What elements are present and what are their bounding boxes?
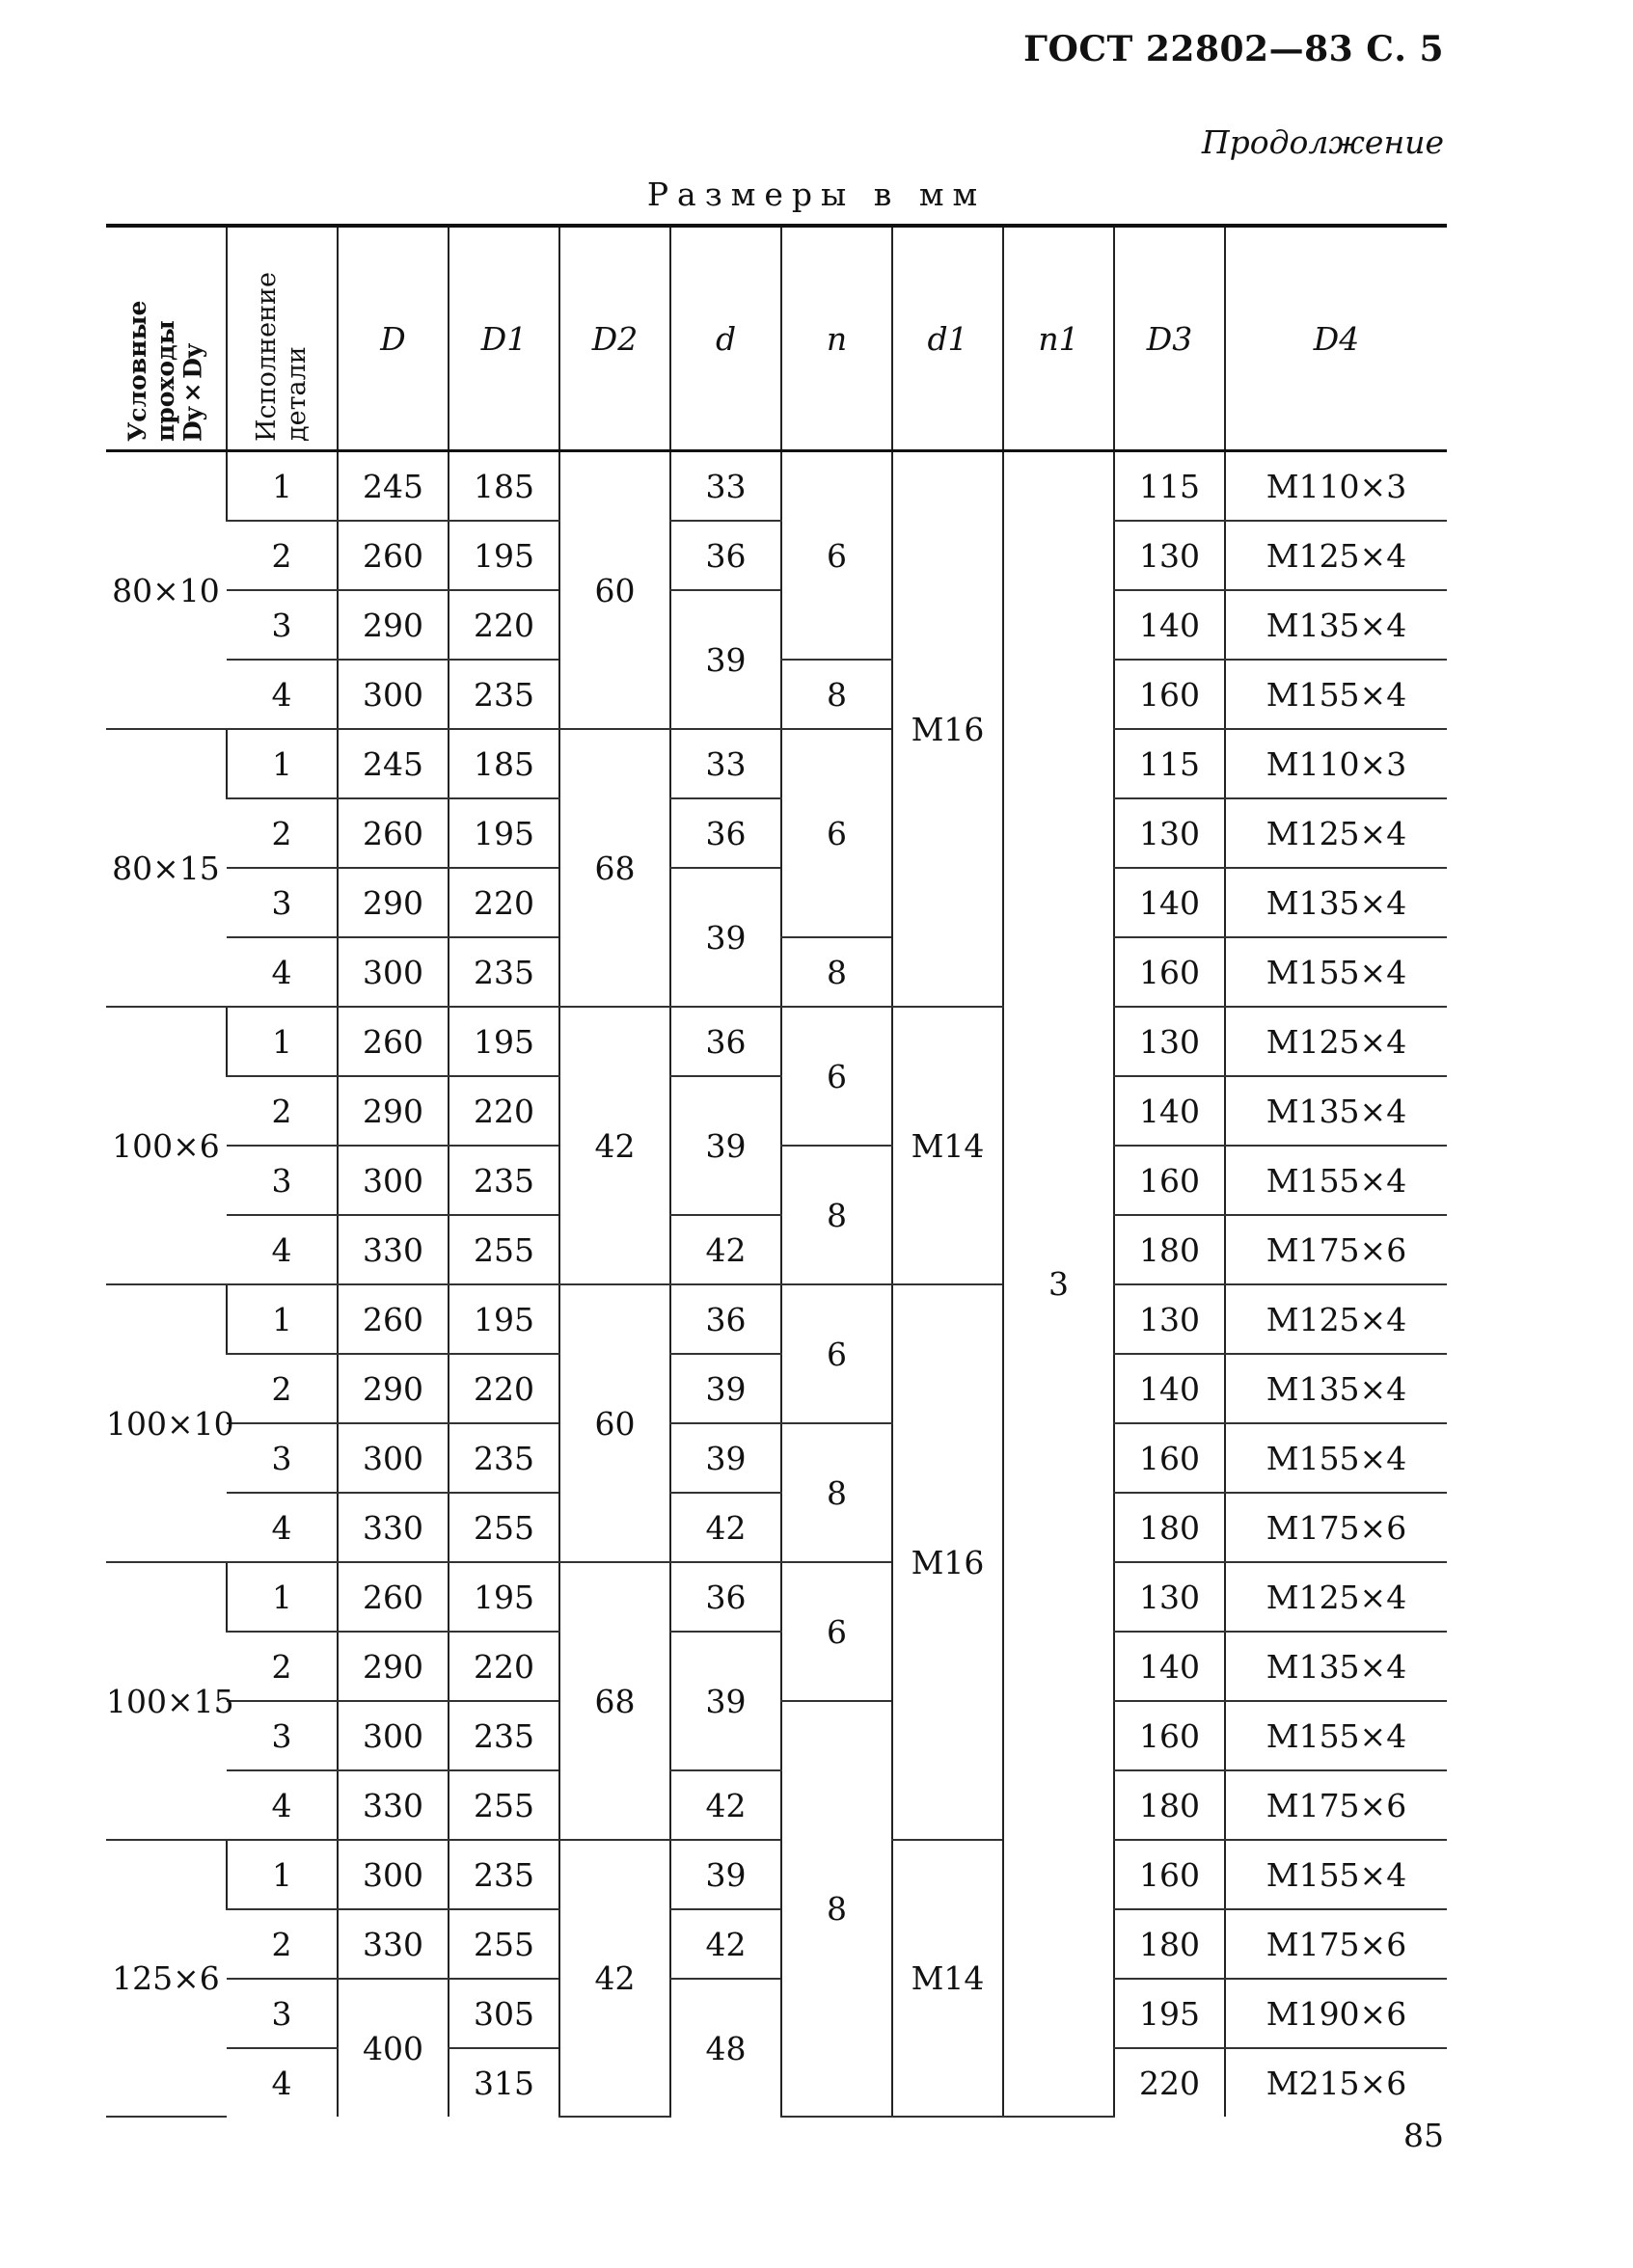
exec-cell: 3 (227, 1701, 338, 1770)
table-row (106, 1007, 1447, 1076)
exec-cell: 4 (227, 1770, 338, 1840)
d-cell: 42 (670, 1909, 781, 1979)
D-cell: 260 (338, 1007, 449, 1076)
n-cell: 6 (781, 1562, 892, 1701)
D1-cell: 195 (449, 1007, 559, 1076)
D-cell: 290 (338, 1354, 449, 1423)
table-row (106, 1076, 1447, 1146)
passage-cell: 80×10 (106, 451, 227, 730)
D3-cell: 160 (1114, 1146, 1225, 1215)
D1-cell: 195 (449, 798, 559, 868)
D3-cell: 130 (1114, 1007, 1225, 1076)
d-cell: 39 (670, 1423, 781, 1493)
exec-cell: 1 (227, 451, 338, 522)
header-n1: n1 (1003, 226, 1114, 451)
document-header: ГОСТ 22802—83 С. 5 (1023, 29, 1444, 69)
D-cell: 245 (338, 729, 449, 798)
table-row (106, 868, 1447, 937)
D4-cell: M125×4 (1225, 1007, 1447, 1076)
D3-cell: 130 (1114, 1284, 1225, 1354)
D1-cell: 185 (449, 451, 559, 522)
continuation-label: Продолжение (1201, 123, 1444, 161)
D1-cell: 235 (449, 937, 559, 1007)
D3-cell: 140 (1114, 1076, 1225, 1146)
D4-cell: M135×4 (1225, 868, 1447, 937)
D-cell: 400 (338, 1979, 449, 2117)
D4-cell: M135×4 (1225, 590, 1447, 660)
passage-cell: 100×15 (106, 1562, 227, 1840)
D-cell: 290 (338, 868, 449, 937)
table-row (106, 1909, 1447, 1979)
D1-cell: 255 (449, 1770, 559, 1840)
D2-cell: 42 (559, 1840, 670, 2117)
D4-cell: M215×6 (1225, 2048, 1447, 2117)
table-row (106, 1354, 1447, 1423)
header-passage: Условные проходы Dy×Dy (106, 226, 227, 451)
D4-cell: M155×4 (1225, 660, 1447, 729)
D2-cell: 68 (559, 1562, 670, 1840)
d-cell: 33 (670, 451, 781, 522)
exec-cell: 2 (227, 798, 338, 868)
D4-cell: M135×4 (1225, 1354, 1447, 1423)
n-cell: 8 (781, 1423, 892, 1562)
n-cell: 8 (781, 1146, 892, 1284)
D-cell: 290 (338, 1076, 449, 1146)
n-cell: 6 (781, 1284, 892, 1423)
D1-cell: 305 (449, 1979, 559, 2048)
D4-cell: M175×6 (1225, 1215, 1447, 1284)
table-row (106, 1215, 1447, 1284)
D3-cell: 115 (1114, 451, 1225, 522)
D-cell: 330 (338, 1909, 449, 1979)
D4-cell: M155×4 (1225, 1701, 1447, 1770)
d-cell: 39 (670, 590, 781, 729)
D4-cell: M135×4 (1225, 1632, 1447, 1701)
D1-cell: 315 (449, 2048, 559, 2117)
units-caption: Размеры в мм (646, 176, 987, 213)
d-cell: 36 (670, 798, 781, 868)
D-cell: 290 (338, 1632, 449, 1701)
D1-cell: 220 (449, 1354, 559, 1423)
exec-cell: 3 (227, 1146, 338, 1215)
n1-cell: 3 (1003, 451, 1114, 2118)
d1-cell: M14 (892, 1007, 1003, 1284)
D-cell: 290 (338, 590, 449, 660)
D3-cell: 130 (1114, 1562, 1225, 1632)
D3-cell: 160 (1114, 1840, 1225, 1909)
D1-cell: 255 (449, 1493, 559, 1562)
D-cell: 300 (338, 1840, 449, 1909)
D4-cell: M175×6 (1225, 1770, 1447, 1840)
D2-cell: 60 (559, 451, 670, 730)
D3-cell: 180 (1114, 1493, 1225, 1562)
table-row (106, 1284, 1447, 1354)
D3-cell: 140 (1114, 868, 1225, 937)
exec-cell: 1 (227, 1007, 338, 1076)
exec-cell: 3 (227, 1979, 338, 2048)
D1-cell: 195 (449, 521, 559, 590)
table-row (106, 1632, 1447, 1701)
D4-cell: M125×4 (1225, 1284, 1447, 1354)
header-D: D (338, 226, 449, 451)
n-cell: 6 (781, 451, 892, 661)
D3-cell: 115 (1114, 729, 1225, 798)
d-cell: 39 (670, 1076, 781, 1215)
D-cell: 330 (338, 1493, 449, 1562)
passage-cell: 80×15 (106, 729, 227, 1007)
D-cell: 300 (338, 1423, 449, 1493)
d-cell: 42 (670, 1770, 781, 1840)
d1-cell: M16 (892, 451, 1003, 1008)
exec-cell: 3 (227, 868, 338, 937)
D-cell: 330 (338, 1770, 449, 1840)
table-row (106, 521, 1447, 590)
D-cell: 245 (338, 451, 449, 522)
passage-cell: 100×6 (106, 1007, 227, 1284)
table-row (106, 1840, 1447, 1909)
D4-cell: M135×4 (1225, 1076, 1447, 1146)
D1-cell: 235 (449, 1423, 559, 1493)
header-d1: d1 (892, 226, 1003, 451)
n-cell: 8 (781, 660, 892, 729)
exec-cell: 4 (227, 937, 338, 1007)
D-cell: 300 (338, 937, 449, 1007)
table-row (106, 729, 1447, 798)
d1-cell: M16 (892, 1284, 1003, 1840)
D3-cell: 130 (1114, 521, 1225, 590)
D2-cell: 68 (559, 729, 670, 1007)
d-cell: 39 (670, 1632, 781, 1770)
D4-cell: M175×6 (1225, 1909, 1447, 1979)
D4-cell: M190×6 (1225, 1979, 1447, 2048)
D1-cell: 235 (449, 1701, 559, 1770)
page-number: 85 (1403, 2117, 1444, 2154)
D4-cell: M110×3 (1225, 451, 1447, 522)
D4-cell: M155×4 (1225, 1840, 1447, 1909)
D3-cell: 180 (1114, 1909, 1225, 1979)
D-cell: 300 (338, 660, 449, 729)
d-cell: 36 (670, 521, 781, 590)
exec-cell: 2 (227, 1076, 338, 1146)
D3-cell: 140 (1114, 590, 1225, 660)
n-cell: 6 (781, 729, 892, 937)
D-cell: 260 (338, 1284, 449, 1354)
D3-cell: 140 (1114, 1632, 1225, 1701)
D4-cell: M175×6 (1225, 1493, 1447, 1562)
header-D4: D4 (1225, 226, 1447, 451)
D3-cell: 195 (1114, 1979, 1225, 2048)
table-body (106, 451, 1447, 2118)
D1-cell: 220 (449, 868, 559, 937)
D3-cell: 180 (1114, 1215, 1225, 1284)
D-cell: 300 (338, 1701, 449, 1770)
D3-cell: 140 (1114, 1354, 1225, 1423)
table-header-row (106, 226, 1447, 451)
D3-cell: 160 (1114, 1423, 1225, 1493)
d-cell: 42 (670, 1493, 781, 1562)
D4-cell: M155×4 (1225, 937, 1447, 1007)
exec-cell: 1 (227, 1840, 338, 1909)
D-cell: 260 (338, 798, 449, 868)
n-cell: 8 (781, 1701, 892, 2117)
header-execution: Исполнение детали (227, 226, 338, 451)
d-cell: 36 (670, 1007, 781, 1076)
table-row (106, 1423, 1447, 1493)
D1-cell: 220 (449, 590, 559, 660)
D1-cell: 195 (449, 1284, 559, 1354)
D1-cell: 195 (449, 1562, 559, 1632)
D1-cell: 255 (449, 1909, 559, 1979)
passage-cell: 125×6 (106, 1840, 227, 2117)
table-row (106, 798, 1447, 868)
header-D2: D2 (559, 226, 670, 451)
exec-cell: 2 (227, 1354, 338, 1423)
exec-cell: 1 (227, 1562, 338, 1632)
D4-cell: M125×4 (1225, 1562, 1447, 1632)
D1-cell: 220 (449, 1076, 559, 1146)
d-cell: 39 (670, 1354, 781, 1423)
exec-cell: 4 (227, 660, 338, 729)
D-cell: 330 (338, 1215, 449, 1284)
exec-cell: 4 (271, 2064, 292, 2102)
header-n: n (781, 226, 892, 451)
d-cell: 36 (670, 1562, 781, 1632)
D-cell: 300 (338, 1146, 449, 1215)
D1-cell: 235 (449, 1146, 559, 1215)
D1-cell: 255 (449, 1215, 559, 1284)
exec-cell: 4 (227, 1493, 338, 1562)
table-row (106, 1493, 1447, 1562)
D4-cell: M155×4 (1225, 1146, 1447, 1215)
exec-cell: 1 (227, 729, 338, 798)
exec-cell: 2 (227, 1909, 338, 1979)
D4-cell: M155×4 (1225, 1423, 1447, 1493)
D4-cell: M125×4 (1225, 798, 1447, 868)
D-cell: 260 (338, 521, 449, 590)
d-cell: 48 (670, 1979, 781, 2117)
D3-cell: 160 (1114, 660, 1225, 729)
passage-cell: 100×10 (106, 1284, 227, 1562)
D4-cell: M125×4 (1225, 521, 1447, 590)
d1-cell: M14 (892, 1840, 1003, 2117)
d-cell: 33 (670, 729, 781, 798)
table-row (106, 1979, 1447, 2048)
table-row (106, 1562, 1447, 1632)
n-cell: 8 (781, 937, 892, 1007)
D3-cell: 130 (1114, 798, 1225, 868)
D4-cell: M110×3 (1225, 729, 1447, 798)
table-row (106, 1770, 1447, 1840)
exec-cell: 2 (227, 521, 338, 590)
dimensions-table (106, 224, 1447, 2118)
D-cell: 260 (338, 1562, 449, 1632)
exec-cell: 4 (227, 1215, 338, 1284)
d-cell: 36 (670, 1284, 781, 1354)
exec-cell: 3 (227, 590, 338, 660)
table-row (106, 451, 1447, 522)
d-cell: 39 (670, 1840, 781, 1909)
exec-cell: 1 (227, 1284, 338, 1354)
exec-cell: 3 (227, 1423, 338, 1493)
D2-cell: 60 (559, 1284, 670, 1562)
header-D3: D3 (1114, 226, 1225, 451)
D1-cell: 235 (449, 660, 559, 729)
D3-cell: 180 (1114, 1770, 1225, 1840)
exec-cell: 2 (227, 1632, 338, 1701)
D3-cell: 220 (1114, 2048, 1225, 2117)
n-cell: 6 (781, 1007, 892, 1146)
D3-cell: 160 (1114, 1701, 1225, 1770)
D3-cell: 160 (1114, 937, 1225, 1007)
D2-cell: 42 (559, 1007, 670, 1284)
header-d: d (670, 226, 781, 451)
d-cell: 39 (670, 868, 781, 1007)
d-cell: 42 (670, 1215, 781, 1284)
D1-cell: 220 (449, 1632, 559, 1701)
D1-cell: 235 (449, 1840, 559, 1909)
header-D1: D1 (449, 226, 559, 451)
table-row (106, 590, 1447, 660)
D1-cell: 185 (449, 729, 559, 798)
